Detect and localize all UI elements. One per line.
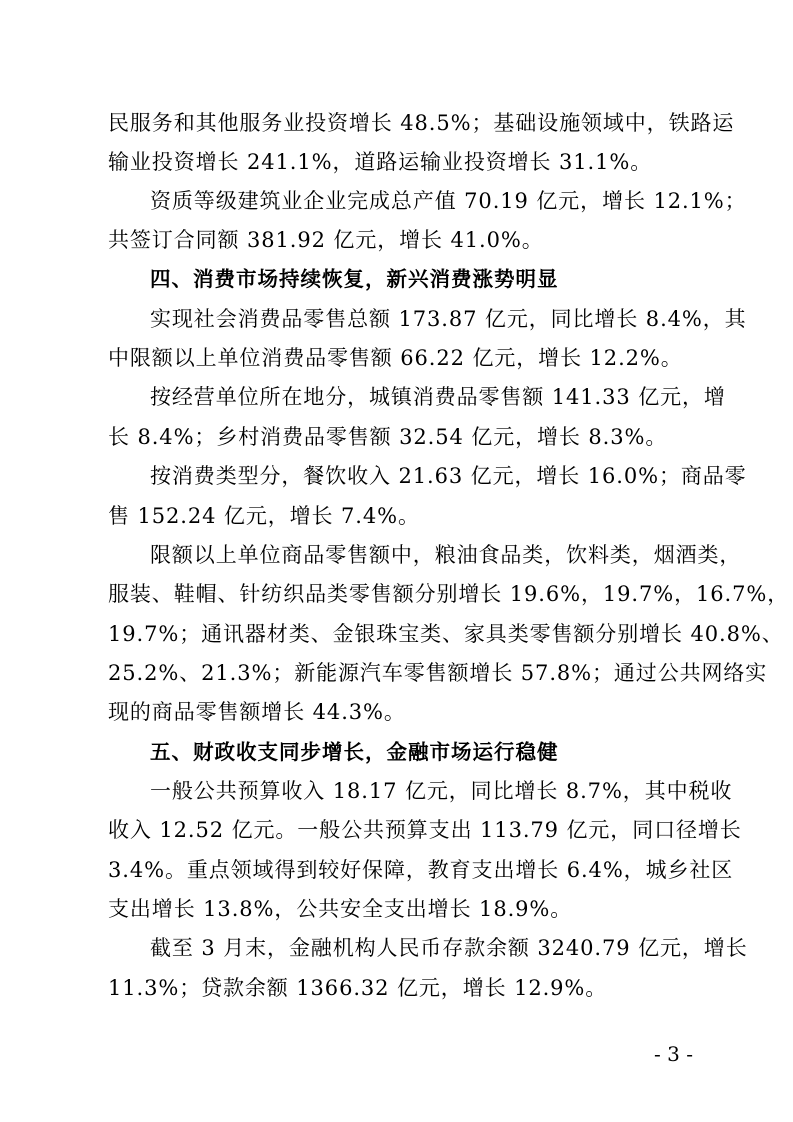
paragraph-line: 支出增长 13.8%，公共安全支出增长 18.9%。 — [108, 897, 573, 921]
paragraph-line: 19.7%；通讯器材类、金银珠宝类、家具类零售额分别增长 40.8%、 — [108, 622, 784, 646]
paragraph-line: 实现社会消费品零售总额 173.87 亿元，同比增长 8.4%，其 — [150, 307, 747, 331]
paragraph-line: 售 152.24 亿元，增长 7.4%。 — [108, 504, 420, 528]
paragraph-line: 服装、鞋帽、针纺织品类零售额分别增长 19.6%，19.7%，16.7%， — [108, 582, 790, 606]
paragraph-line: 11.3%；贷款余额 1366.32 亿元，增长 12.9%。 — [108, 976, 608, 1000]
paragraph-line: 收入 12.52 亿元。一般公共预算支出 113.79 亿元，同口径增长 — [108, 818, 742, 842]
paragraph-line: 资质等级建筑业企业完成总产值 70.19 亿元，增长 12.1%； — [150, 189, 747, 213]
paragraph-line: 现的商品零售额增长 44.3%。 — [108, 700, 406, 724]
paragraph-line: 民服务和其他服务业投资增长 48.5%；基础设施领域中，铁路运 — [108, 111, 735, 135]
paragraph-line: 一般公共预算收入 18.17 亿元，同比增长 8.7%，其中税收 — [150, 779, 733, 803]
paragraph-line: 截至 3 月末，金融机构人民币存款余额 3240.79 亿元，增长 — [150, 936, 748, 960]
paragraph-line: 中限额以上单位消费品零售额 66.22 亿元，增长 12.2%。 — [108, 346, 683, 370]
paragraph-line: 共签订合同额 381.92 亿元，增长 41.0%。 — [108, 228, 544, 252]
paragraph-line: 按经营单位所在地分，城镇消费品零售额 141.33 亿元，增 — [150, 385, 726, 409]
paragraph-line: 输业投资增长 241.1%，道路运输业投资增长 31.1%。 — [108, 150, 653, 174]
paragraph-line: 长 8.4%；乡村消费品零售额 32.54 亿元，增长 8.3%。 — [108, 425, 668, 449]
paragraph-line: 限额以上单位商品零售额中，粮油食品类，饮料类，烟酒类， — [150, 543, 742, 567]
paragraph-line: 25.2%、21.3%；新能源汽车零售额增长 57.8%；通过公共网络实 — [108, 661, 768, 685]
paragraph-line: 按消费类型分，餐饮收入 21.63 亿元，增长 16.0%；商品零 — [150, 464, 747, 488]
section-heading-finance: 五、财政收支同步增长，金融市场运行稳健 — [150, 740, 559, 764]
section-heading-consumption: 四、消费市场持续恢复，新兴消费涨势明显 — [150, 267, 559, 291]
page-number: - 3 - — [654, 1042, 693, 1066]
paragraph-line: 3.4%。重点领域得到较好保障，教育支出增长 6.4%，城乡社区 — [108, 858, 734, 882]
